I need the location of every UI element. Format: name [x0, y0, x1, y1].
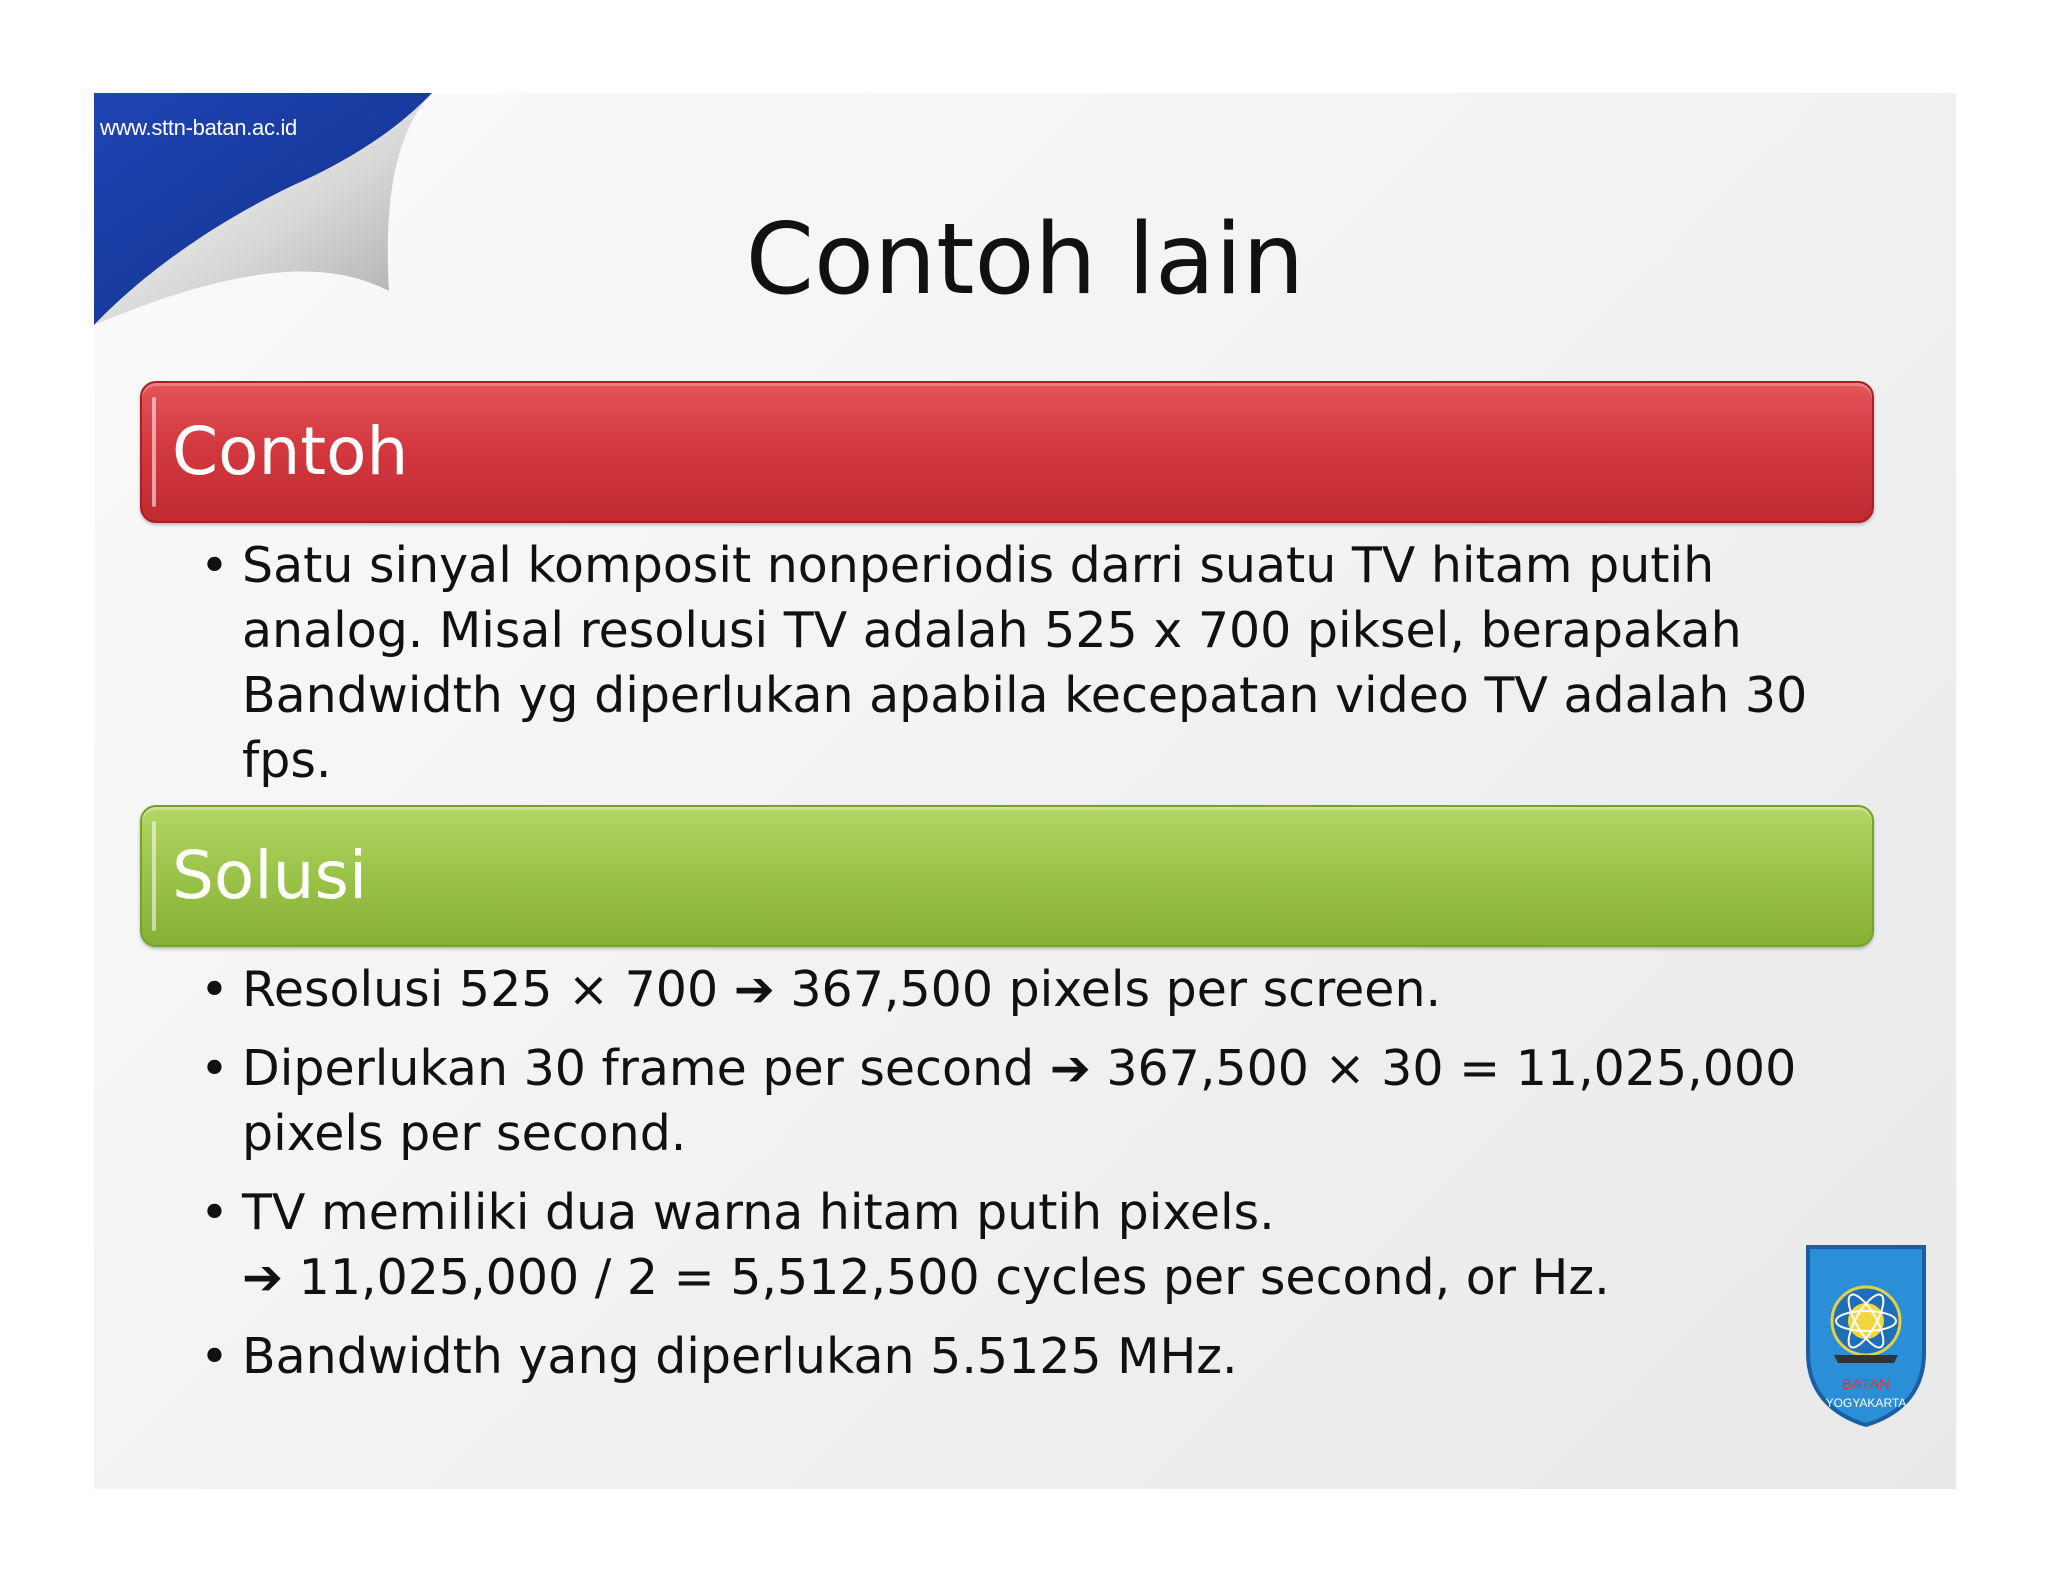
logo-batan-text: BATAN [1842, 1376, 1890, 1393]
solusi-bullet-text: Bandwidth yang diperlukan 5.5125 MHz. [242, 1328, 1238, 1385]
banner-highlight [152, 821, 156, 931]
arrow-icon: ➔ [733, 961, 775, 1018]
bullet-dot: • [200, 537, 229, 594]
list-item [94, 957, 1956, 1022]
slide-title: Contoh lain [745, 203, 1305, 317]
solusi-bullet-text: Resolusi 525 × 700 [242, 961, 734, 1018]
arrow-icon: ➔ [1049, 1040, 1091, 1097]
solusi-bullet-list [94, 957, 1956, 1403]
arrow-icon: ➔ [242, 1249, 284, 1306]
contoh-banner-label: Contoh [172, 413, 409, 490]
bullet-dot: • [200, 1184, 229, 1241]
list-item [94, 533, 1956, 793]
bullet-dot: • [200, 961, 229, 1018]
solusi-banner [140, 805, 1874, 947]
slide [94, 93, 1956, 1489]
list-item [94, 1324, 1956, 1389]
sttn-batan-emblem-icon [1804, 1243, 1928, 1427]
contoh-bullet-text: Satu sinyal komposit nonperiodis darri suatu TV hitam putih analog. Misal resolusi TV adalah 525 x 700 piksel, berapakah Bandwidth yg diperlukan apabila kecepatan video TV adalah 30 fps. [242, 537, 1808, 789]
banner-highlight [152, 397, 156, 507]
list-item [94, 1036, 1956, 1166]
bullet-dot: • [200, 1040, 229, 1097]
solusi-bullet-text: 367,500 pixels per screen. [774, 961, 1442, 1018]
solusi-bullet-text: 11,025,000 / 2 = 5,512,500 cycles per second, or Hz. [283, 1249, 1610, 1306]
contoh-banner [140, 381, 1874, 523]
contoh-bullet-list [94, 533, 1956, 793]
list-item [94, 1180, 1956, 1310]
bullet-dot: • [200, 1328, 229, 1385]
logo-city-text: YOGYAKARTA [1825, 1396, 1907, 1410]
solusi-bullet-text: TV memiliki dua warna hitam putih pixels. [242, 1184, 1275, 1241]
solusi-bullet-text: 367,500 × 30 = 11,025,000 pixels per second. [242, 1040, 1797, 1162]
website-url: www.sttn-batan.ac.id [100, 115, 297, 140]
solusi-banner-label: Solusi [172, 837, 368, 914]
solusi-bullet-text: Diperlukan 30 frame per second [242, 1040, 1050, 1097]
